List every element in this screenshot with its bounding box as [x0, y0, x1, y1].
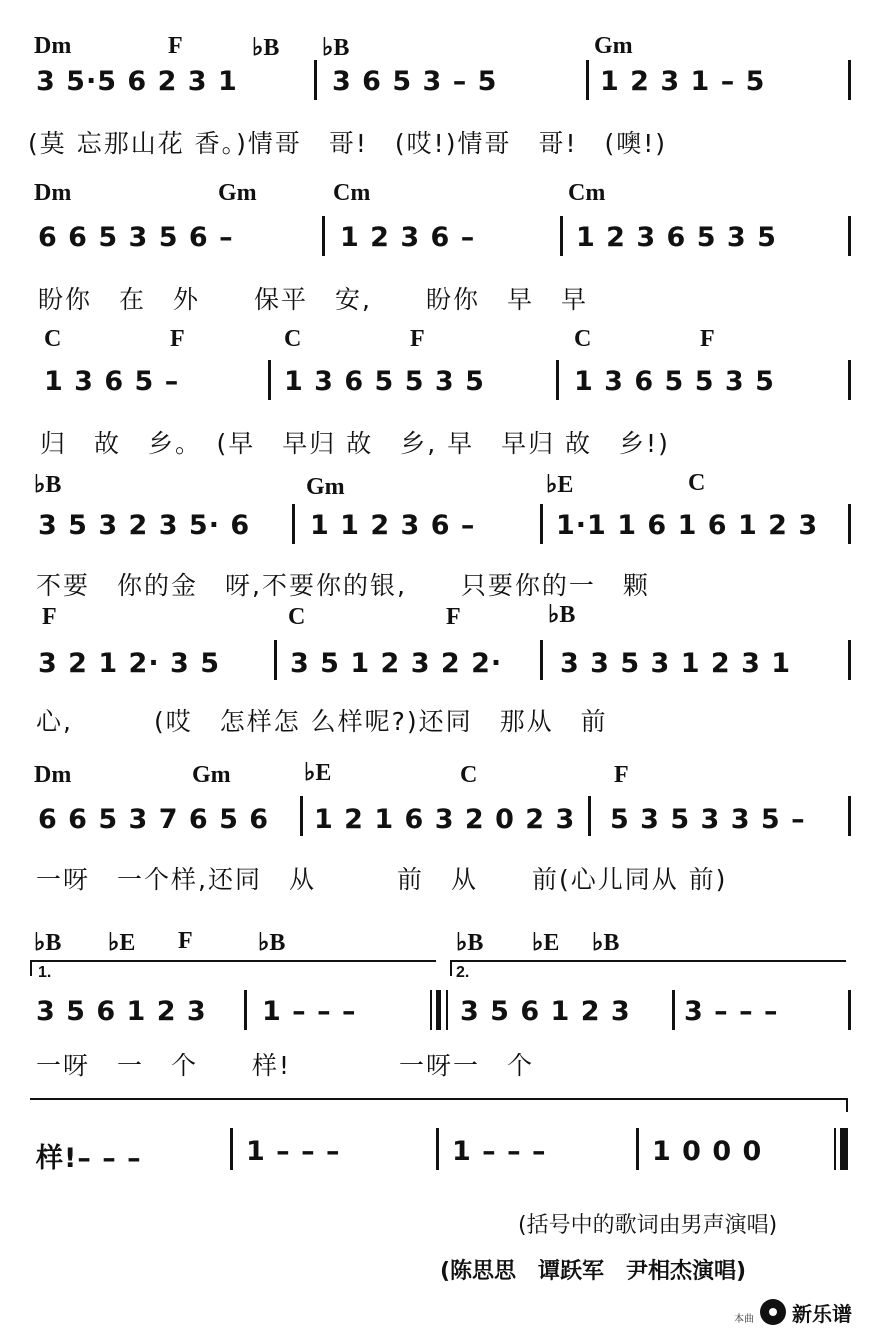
- chord-label: Gm: [218, 180, 257, 206]
- notation-measure: 3 5·5 6 2 3 1: [36, 66, 238, 97]
- bar-line: [588, 796, 591, 836]
- chord-label: F: [42, 604, 57, 630]
- chord-label: F: [446, 604, 461, 630]
- bar-line: [268, 360, 271, 400]
- chord-label: C: [574, 326, 592, 352]
- tie-line-end: [846, 1098, 848, 1112]
- notation-measure: 3 5 6 1 2 3: [460, 996, 631, 1027]
- chord-label: ♭B: [258, 930, 286, 956]
- notation-measure: 3 – – –: [684, 996, 779, 1027]
- bar-line: [848, 796, 851, 836]
- chord-label: Cm: [568, 180, 606, 206]
- chord-label: Cm: [333, 180, 371, 206]
- chord-label: ♭E: [108, 930, 136, 956]
- notation-measure: 3 2 1 2· 3 5: [38, 648, 220, 679]
- notation-measure: 1 3 6 5 –: [44, 366, 180, 397]
- chord-label: Gm: [192, 762, 231, 788]
- chord-label: Gm: [594, 33, 633, 59]
- chord-label: ♭B: [456, 930, 484, 956]
- bar-line: [848, 990, 851, 1030]
- notation-measure: 1 – – –: [246, 1136, 341, 1167]
- chord-label: ♭B: [322, 35, 350, 61]
- notation-measure: 1 2 3 1 – 5: [600, 66, 766, 97]
- chord-label: Dm: [34, 762, 72, 788]
- bar-line: [848, 216, 851, 256]
- singers-credit: (陈思思 谭跃军 尹相杰演唱): [440, 1259, 747, 1284]
- notation-measure: 6 6 5 3 7 6 5 6: [38, 804, 270, 835]
- chord-label: C: [284, 326, 302, 352]
- notation-measure: 3 6 5 3 – 5: [332, 66, 498, 97]
- chord-label: Gm: [306, 474, 345, 500]
- chord-label: ♭B: [252, 35, 280, 61]
- chord-label: ♭B: [548, 602, 576, 628]
- notation-measure: 1 2 1 6 3 2 0 2 3: [314, 804, 576, 835]
- chord-label: ♭E: [532, 930, 560, 956]
- chord-label: ♭E: [304, 760, 332, 786]
- bar-line: [540, 504, 543, 544]
- notation-measure: 1·1 1 6 1 6 1 2 3: [556, 510, 819, 541]
- bar-line: [848, 360, 851, 400]
- notation-measure: 1 2 3 6 5 3 5: [576, 222, 777, 253]
- chord-label: F: [614, 762, 629, 788]
- brand-logo: [760, 1297, 880, 1327]
- lyrics-line: (莫 忘那山花 香。)情哥 哥! (哎!)情哥 哥! (噢!): [28, 129, 668, 158]
- notation-measure: 3 5 6 1 2 3: [36, 996, 207, 1027]
- notation-measure: 6 6 5 3 5 6 –: [38, 222, 234, 253]
- notation-measure: 1 2 3 6 –: [340, 222, 476, 253]
- notation-measure: 3 5 3 2 3 5· 6: [38, 510, 251, 541]
- chord-label: F: [170, 326, 185, 352]
- brand-name: 新乐谱: [792, 1301, 852, 1326]
- chord-label: Dm: [34, 180, 72, 206]
- bar-line: [848, 60, 851, 100]
- chord-label: C: [460, 762, 478, 788]
- barline-thin: [446, 990, 448, 1030]
- bar-line: [672, 990, 675, 1030]
- volta-1-bracket: [30, 960, 436, 962]
- volta-2-bracket-end: [450, 960, 452, 976]
- bar-line: [314, 60, 317, 100]
- chord-label: C: [688, 470, 706, 496]
- bar-line: [848, 640, 851, 680]
- lyrics-line: 心, (哎 怎样怎 么样呢?)还同 那从 前: [36, 707, 608, 736]
- chord-label: C: [288, 604, 306, 630]
- final-barline-thin: [834, 1128, 836, 1170]
- repeat-barline-thin: [430, 990, 432, 1030]
- volta-1-bracket-end: [30, 960, 32, 976]
- bar-line: [244, 990, 247, 1030]
- watermark-small-text: 本曲: [734, 1314, 754, 1325]
- bar-line: [540, 640, 543, 680]
- chord-label: F: [178, 928, 193, 954]
- repeat-barline-thick: [436, 990, 441, 1030]
- bar-line: [274, 640, 277, 680]
- notation-measure: 3 5 1 2 3 2 2·: [290, 648, 503, 679]
- lyrics-line: 盼你 在 外 保平 安, 盼你 早 早: [38, 285, 588, 314]
- bar-line: [586, 60, 589, 100]
- chord-label: F: [410, 326, 425, 352]
- record-disc-icon: [760, 1299, 786, 1325]
- chord-label: ♭B: [34, 930, 62, 956]
- tie-line: [30, 1098, 848, 1100]
- chord-label: Dm: [34, 33, 72, 59]
- volta-2-bracket: [450, 960, 846, 962]
- chord-label: ♭B: [592, 930, 620, 956]
- performance-note: (括号中的歌词由男声演唱): [518, 1213, 778, 1238]
- notation-measure: 1 3 6 5 5 3 5: [284, 366, 485, 397]
- final-barline-thick: [840, 1128, 848, 1170]
- volta-2-label: 2.: [456, 964, 470, 981]
- notation-measure: 5 3 5 3 3 5 –: [610, 804, 806, 835]
- notation-measure: 1 1 2 3 6 –: [310, 510, 476, 541]
- volta-1-label: 1.: [38, 964, 52, 981]
- notation-measure: 1 – – –: [452, 1136, 547, 1167]
- chord-label: ♭E: [546, 472, 574, 498]
- bar-line: [230, 1128, 233, 1170]
- chord-label: ♭B: [34, 472, 62, 498]
- chord-label: C: [44, 326, 62, 352]
- bar-line: [322, 216, 325, 256]
- chord-label: F: [168, 33, 183, 59]
- lyrics-line: 不要 你的金 呀,不要你的银, 只要你的一 颗: [36, 571, 650, 600]
- bar-line: [556, 360, 559, 400]
- chord-label: F: [700, 326, 715, 352]
- notation-measure: 1 3 6 5 5 3 5: [574, 366, 775, 397]
- bar-line: [292, 504, 295, 544]
- bar-line: [300, 796, 303, 836]
- lyrics-line: 归 故 乡。 (早 早归 故 乡, 早 早归 故 乡!): [40, 429, 670, 458]
- bar-line: [436, 1128, 439, 1170]
- lyrics-line: 一呀 一个样,还同 从 前 从 前(心儿同从 前): [36, 865, 728, 894]
- bar-line: [560, 216, 563, 256]
- notation-measure: 3 3 5 3 1 2 3 1: [560, 648, 792, 679]
- lyrics-line: 一呀 一 个 样! 一呀一 个: [36, 1051, 535, 1080]
- notation-measure: 样!– – –: [36, 1143, 142, 1174]
- bar-line: [636, 1128, 639, 1170]
- notation-measure: 1 – – –: [262, 996, 357, 1027]
- notation-measure: 1 0 0 0: [652, 1136, 763, 1167]
- bar-line: [848, 504, 851, 544]
